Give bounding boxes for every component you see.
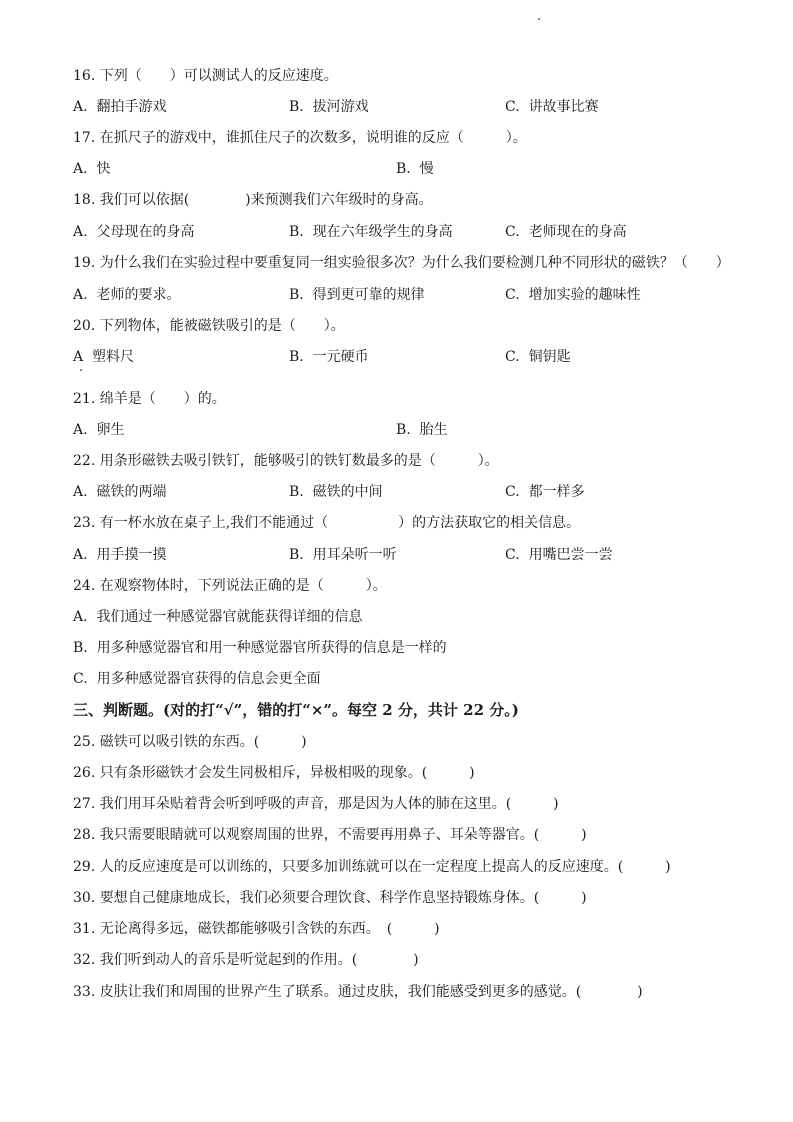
question-23-option-a: A. 用手摸一摸 <box>73 547 167 563</box>
question-17-stem: 17. 在抓尺子的游戏中，谁抓住尺子的次数多，说明谁的反应（ ）。 <box>73 130 527 146</box>
question-16-stem: 16. 下列（ ）可以测试人的反应速度。 <box>73 68 338 84</box>
question-23-option-b: B. 用耳朵听一听 <box>289 547 397 563</box>
question-24-option-c: C. 用多种感觉器官获得的信息会更全面 <box>73 671 321 687</box>
question-23-stem: 23. 有一杯水放在桌子上,我们不能通过（ ）的方法获取它的相关信息。 <box>73 515 581 531</box>
judgement-32: 32. 我们听到动人的音乐是听觉起到的作用。( ) <box>73 952 419 968</box>
question-22-option-a: A. 磁铁的两端 <box>73 484 167 500</box>
question-19-stem: 19. 为什么我们在实验过程中要重复同一组实验很多次？为什么我们要检测几种不同形状的磁铁？（ ） <box>73 255 730 271</box>
question-24-option-b: B. 用多种感觉器官和用一种感觉器官所获得的信息是一样的 <box>73 640 447 656</box>
question-16-option-a: A. 翻拍手游戏 <box>73 99 167 115</box>
judgement-30: 30. 要想自己健康地成长，我们必须要合理饮食、科学作息坚持锻炼身体。( ) <box>73 890 587 906</box>
question-22-option-b: B. 磁铁的中间 <box>289 484 383 500</box>
question-18-stem: 18. 我们可以依据( )来预测我们六年级时的身高。 <box>73 192 433 208</box>
question-18-option-a: A. 父母现在的身高 <box>73 224 195 240</box>
question-21-option-a: A. 卵生 <box>73 422 125 438</box>
section-3-heading: 三、判断题。(对的打“√”，错的打“×”。每空 2 分，共计 22 分。) <box>73 701 519 719</box>
question-20-option-b: B. 一元硬币 <box>289 349 369 365</box>
question-22-stem: 22. 用条形磁铁去吸引铁钉，能够吸引的铁钉数最多的是（ ）。 <box>73 453 499 469</box>
question-16-option-c: C. 讲故事比赛 <box>505 99 599 115</box>
judgement-29: 29. 人的反应速度是可以训练的，只要多加训练就可以在一定程度上提高人的反应速度。( ) <box>73 859 671 875</box>
question-18-option-c: C. 老师现在的身高 <box>505 224 627 240</box>
judgement-25: 25. 磁铁可以吸引铁的东西。( ) <box>73 734 307 750</box>
question-24-stem: 24. 在观察物体时，下列说法正确的是（ ）。 <box>73 578 387 594</box>
scan-dot <box>80 369 82 371</box>
question-17-option-a: A. 快 <box>73 161 111 177</box>
question-23-option-c: C. 用嘴巴尝一尝 <box>505 547 613 563</box>
question-17-option-b: B. 慢 <box>396 161 434 177</box>
question-24-option-a: A. 我们通过一种感觉器官就能获得详细的信息 <box>73 609 363 625</box>
question-22-option-c: C. 都一样多 <box>505 484 585 500</box>
question-21-option-b: B. 胎生 <box>396 422 448 438</box>
question-16-option-b: B. 拔河游戏 <box>289 99 369 115</box>
question-18-option-b: B. 现在六年级学生的身高 <box>289 224 453 240</box>
judgement-28: 28. 我只需要眼睛就可以观察周围的世界，不需要再用鼻子、耳朵等器官。( ) <box>73 827 587 843</box>
question-19-option-b: B. 得到更可靠的规律 <box>289 287 425 303</box>
question-20-option-c: C. 铜钥匙 <box>505 349 571 365</box>
judgement-27: 27. 我们用耳朵贴着背会听到呼吸的声音，那是因为人体的肺在这里。( ) <box>73 796 559 812</box>
question-20-option-a: A 塑料尺 <box>73 349 135 365</box>
scan-dot <box>538 18 540 20</box>
judgement-33: 33. 皮肤让我们和周围的世界产生了联系。通过皮肤，我们能感受到更多的感觉。( ) <box>73 984 643 1000</box>
question-20-stem: 20. 下列物体，能被磁铁吸引的是（ ）。 <box>73 318 345 334</box>
judgement-31: 31. 无论离得多远，磁铁都能够吸引含铁的东西。 ( ) <box>73 921 440 937</box>
question-21-stem: 21. 绵羊是（ ）的。 <box>73 391 226 407</box>
question-19-option-a: A. 老师的要求。 <box>73 287 181 303</box>
judgement-26: 26. 只有条形磁铁才会发生同极相斥，异极相吸的现象。( ) <box>73 765 475 781</box>
question-19-option-c: C. 增加实验的趣味性 <box>505 287 641 303</box>
